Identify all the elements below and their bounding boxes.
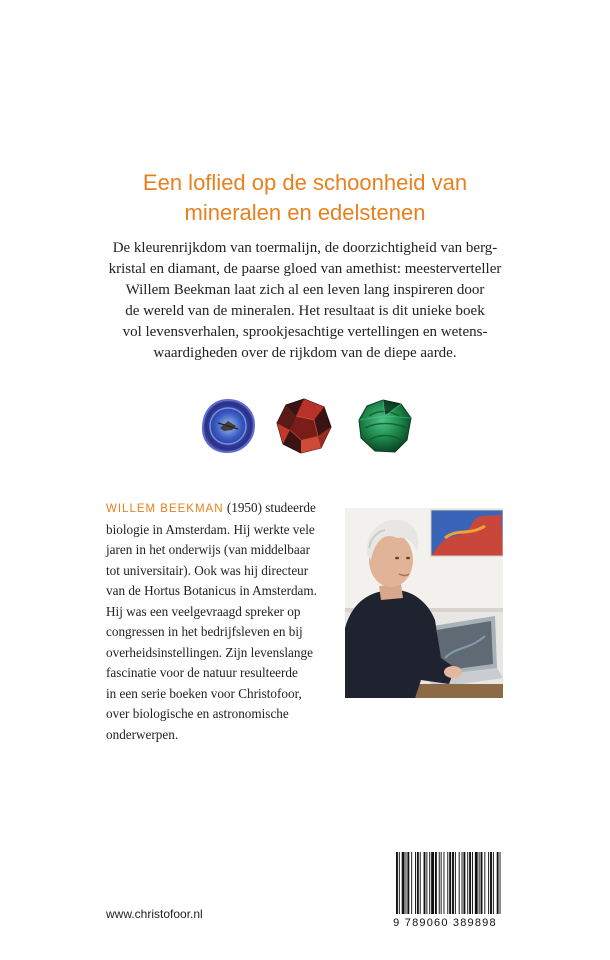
blurb xyxy=(60,238,550,364)
barcode-bar xyxy=(435,852,437,914)
barcode-bar xyxy=(500,852,501,914)
author-name: WILLEM BEEKMAN xyxy=(106,503,224,515)
headline-line-2: mineralen en edelstenen xyxy=(184,200,426,225)
headline-line-1: Een loflied op de schoonheid van xyxy=(142,170,468,195)
barcode-bar xyxy=(407,852,409,914)
barcode-bar xyxy=(488,852,489,914)
barcode-bar xyxy=(469,852,471,914)
barcode-bar xyxy=(411,852,412,914)
blurb-line: kristal en diamant, de paarse gloed van amethist: meesterverteller xyxy=(108,261,502,277)
barcode-bar xyxy=(420,852,421,914)
blurb-line: de wereld van de mineralen. Het resultaat is dit unieke boek xyxy=(125,303,485,319)
author-photo xyxy=(345,508,503,698)
bio-line: congressen in het bedrijfsleven en bij xyxy=(106,624,303,639)
publisher-website: www.christofoor.nl xyxy=(106,907,203,921)
barcode-bar xyxy=(455,852,456,914)
blurb-line: Willem Beekman laat zich al een leven lang inspireren door xyxy=(125,282,485,298)
barcode-bar xyxy=(406,852,407,914)
headline xyxy=(0,168,610,228)
blurb-line: De kleurenrijkdom van toermalijn, de doorzichtigheid van berg- xyxy=(112,240,498,256)
blurb-line: waardigheden over de rijkdom van de diepe aarde. xyxy=(153,345,457,361)
bio-first-line xyxy=(106,498,338,520)
barcode-bar xyxy=(459,852,460,914)
barcode-bar xyxy=(462,852,463,914)
barcode-bar xyxy=(396,852,398,914)
gemstone-row xyxy=(0,396,610,460)
malachite-stone xyxy=(355,396,415,456)
bio-line: Hij was een veelgevraagd spreker op xyxy=(106,603,301,619)
bio-line: onderwerpen. xyxy=(106,726,179,742)
barcode-bar xyxy=(490,852,492,914)
barcode-bar xyxy=(449,852,451,914)
barcode-bar xyxy=(402,852,405,914)
barcode-bar xyxy=(463,852,465,914)
barcode-bar xyxy=(444,852,445,914)
barcode-bar xyxy=(481,852,483,914)
bio-line: (1950) studeerde xyxy=(223,500,316,515)
bio-line: in een serie boeken voor Christofoor, xyxy=(106,685,302,701)
bio-line: jaren in het onderwijs (van middelbaar xyxy=(106,542,310,557)
bio-line: over biologische en astronomische xyxy=(106,706,289,721)
barcode-bar xyxy=(497,852,499,914)
barcode-bar xyxy=(431,852,434,914)
barcode-bar xyxy=(479,852,480,914)
barcode-bar xyxy=(452,852,454,914)
barcode-bar xyxy=(439,852,440,914)
barcode-bar xyxy=(424,852,426,914)
bio-line: fascinatie voor de natuur resulteerde xyxy=(106,665,298,680)
blurb-line: vol levensverhalen, sprookjesachtige vertellingen en wetens- xyxy=(122,324,488,340)
barcode-bar xyxy=(484,852,485,914)
barcode-bar xyxy=(441,852,442,914)
bio-line: biologie in Amsterdam. Hij werkte vele xyxy=(106,521,315,537)
author-bio xyxy=(106,498,338,745)
barcode-bar xyxy=(472,852,473,914)
barcode-bar xyxy=(447,852,448,914)
barcode-bar xyxy=(467,852,468,914)
barcode-bar xyxy=(429,852,430,914)
barcode-bar xyxy=(417,852,419,914)
barcode-bar xyxy=(493,852,494,914)
barcode-bar xyxy=(399,852,400,914)
bio-line: overheidsinstellingen. Zijn levenslange xyxy=(106,644,313,660)
barcode-bar xyxy=(415,852,416,914)
garnet-stone xyxy=(274,396,334,456)
barcode-bar xyxy=(426,852,427,914)
barcode-bar xyxy=(475,852,478,914)
bio-line: tot universitair). Ook was hij directeur xyxy=(106,562,309,578)
isbn-number: 9 789060 389898 xyxy=(393,917,497,929)
blue-agate-stone xyxy=(198,396,258,456)
bio-line: van de Hortus Botanicus in Amsterdam. xyxy=(106,583,317,598)
